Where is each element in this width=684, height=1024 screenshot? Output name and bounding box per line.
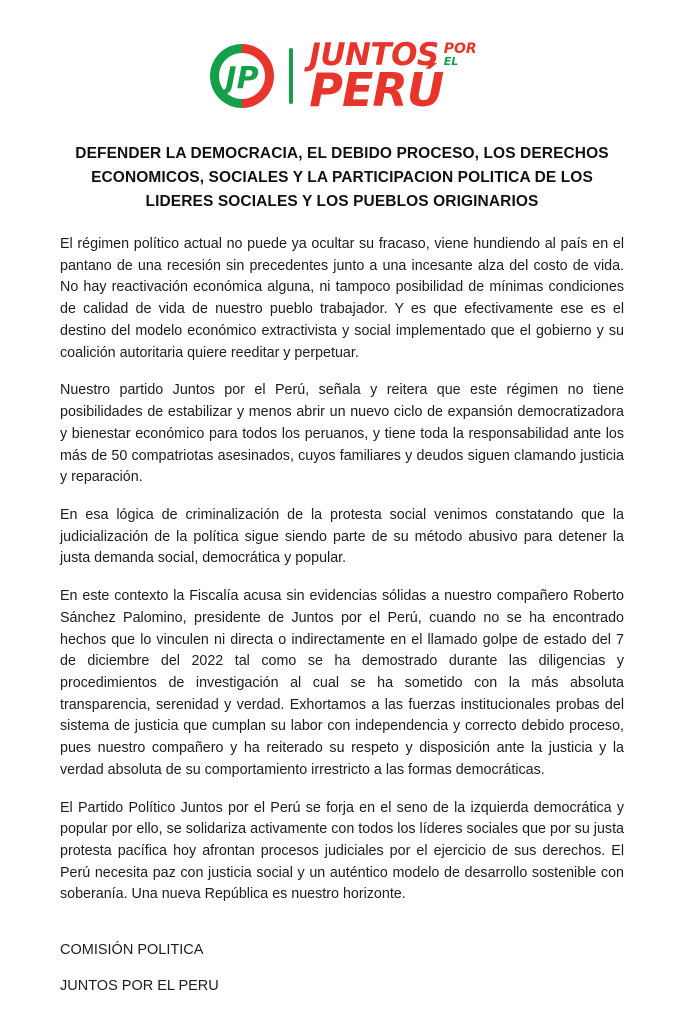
logo-divider xyxy=(289,48,293,104)
signature-line: COMISIÓN POLITICA xyxy=(60,942,204,959)
paragraph: En esa lógica de criminalización de la protesta social venimos constatando que la judicialización de la política sigue siendo parte de su método abusivo para detener la justa demanda social, democrática y popular. xyxy=(60,506,624,567)
logo-word-juntos: JUNTOS xyxy=(309,36,439,73)
signature-line: JUNTOS POR EL PERU xyxy=(60,977,219,994)
paragraph: El Partido Político Juntos por el Perú se forja en el seno de la izquierda democrática y popular por ello, se solidariza activamente con todos los líderes sociales que por su justa protesta pacífica hoy afrontan procesos judiciales por el ejercicio de sus derechos. El Perú necesita paz con justicia social y un auténtico modelo de desarrollo sostenible con soberanía. Una nueva República es nuestro horizonte. xyxy=(60,799,624,903)
paragraph: En este contexto la Fiscalía acusa sin evidencias sólidas a nuestro compañero Roberto Sánchez Palomino, presidente de Juntos por el Perú, cuando no se ha encontrado hechos que lo vinculen ni directa o indirectamente en el llamado golpe de estado del 7 de diciembre del 2022 tal como se ha demostrado durante las diligencias y procedimientos de investigación al cual se ha sometido con la más absoluta transparencia, serenidad y verdad. Exhortamos a las fuerzas institucionales probas del sistema de justicia que cumplan su labor con independencia y correcto debido proceso, pues nuestro compañero y ha reiterado su respeto y disposición ante la justicia y la verdad absoluta de su comportamiento irrestricto a las formas democráticas. xyxy=(60,588,624,778)
logo-wordmark xyxy=(309,36,477,117)
paragraph: Nuestro partido Juntos por el Perú, señala y reitera que este régimen no tiene posibilidades de estabilizar y menos abrir un nuevo ciclo de expansión democratizadora y bienestar económico para todos los peruanos, y tiene toda la responsabilidad ante los más de 50 compatriotas asesinados, cuyos familiares y deudos siguen clamando justicia y reparación. xyxy=(60,382,624,486)
logo-word-por: POR xyxy=(443,40,477,57)
svg-text:JP: JP xyxy=(225,61,259,96)
jp-monogram-icon xyxy=(207,41,277,111)
logo-word-el: EL xyxy=(443,54,459,68)
document-title: DEFENDER LA DEMOCRACIA, EL DEBIDO PROCESO, LOS DERECHOS ECONOMICOS, SOCIALES Y LA PARTICIPACION POLITICA DE LOS LIDERES SOCIALES Y LOS PUEBLOS ORIGINARIOS xyxy=(75,145,609,211)
paragraph: El régimen político actual no puede ya ocultar su fracaso, viene hundiendo al país en el pantano de una recesión sin precedentes junto a una incesante alza del costo de vida. No hay reactivación económica alguna, ni tampoco posibilidad de mínimas condiciones de calidad de vida de nuestro pueblo trabajador. Y es que efectivamente ese es el destino del modelo económico extractivista y social implementado que el gobierno y su coalición autoritaria quiere reeditar y perpetuar. xyxy=(60,236,624,361)
document-signature xyxy=(60,940,624,998)
document-body xyxy=(60,234,624,906)
party-logo xyxy=(60,34,624,118)
logo-word-peru: PERÚ xyxy=(309,62,444,117)
